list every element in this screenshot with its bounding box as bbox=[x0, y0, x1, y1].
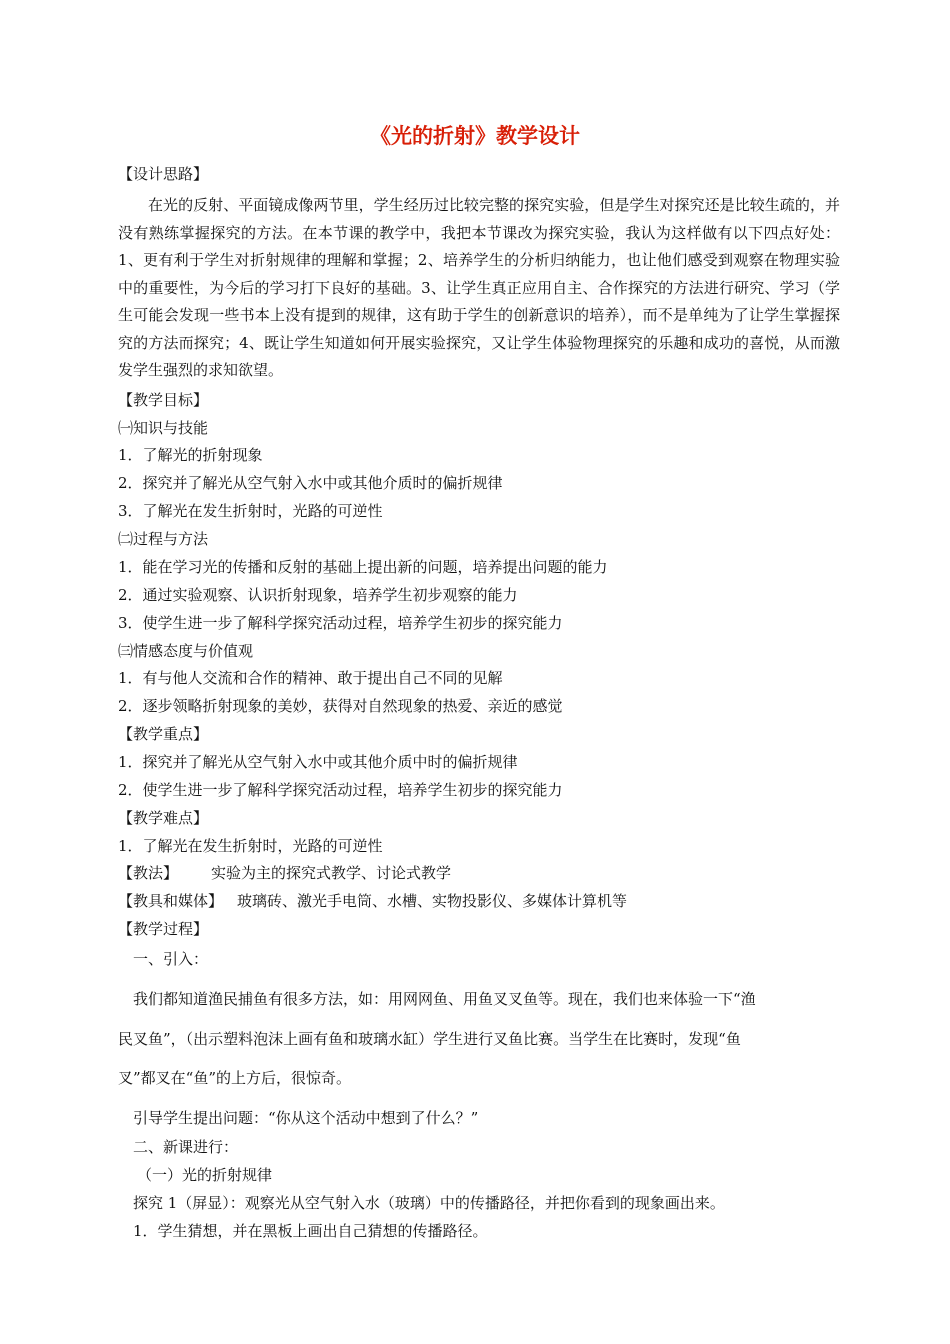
goal3-item: 1．有与他人交流和合作的精神、敢于提出自己不同的见解 bbox=[118, 669, 503, 687]
teaching-method-label: 【教法】 bbox=[118, 864, 179, 882]
refraction-law-heading: （一）光的折射规律 bbox=[137, 1166, 273, 1184]
new-lesson-heading: 二、新课进行： bbox=[133, 1138, 239, 1156]
teaching-tools-line bbox=[118, 891, 838, 911]
intro-line: 民叉鱼”，（出示塑料泡沫上画有鱼和玻璃水缸）学生进行叉鱼比赛。当学生在比赛时，发现“鱼 bbox=[118, 1030, 741, 1048]
intro-line: 叉”都叉在“鱼”的上方后，很惊奇。 bbox=[118, 1069, 352, 1087]
teaching-method-text: 实验为主的探究式教学、讨论式教学 bbox=[211, 864, 452, 882]
teaching-process-heading: 【教学过程】 bbox=[118, 920, 209, 938]
key-point-item: 1．探究并了解光从空气射入水中或其他介质中时的偏折规律 bbox=[118, 753, 518, 771]
key-point-item: 2．使学生进一步了解科学探究活动过程，培养学生初步的探究能力 bbox=[118, 781, 563, 799]
goal3-heading: ㈢情感态度与价值观 bbox=[118, 642, 254, 660]
design-heading: 【设计思路】 bbox=[118, 165, 209, 183]
key-points-heading: 【教学重点】 bbox=[118, 725, 209, 743]
step-1: 1．学生猜想，并在黑板上画出自己猜想的传播路径。 bbox=[133, 1222, 488, 1240]
goal1-item: 1．了解光的折射现象 bbox=[118, 446, 263, 464]
design-paragraph: 在光的反射、平面镜成像两节里，学生经历过比较完整的探究实验，但是学生对探究还是比较生疏的，并没有熟练掌握探究的方法。在本节课的教学中，我把本节课改为探究实验，我认为这样做有以下四点好处：1、更有利于学生对折射规律的理解和掌握；2、培养学生的分析归纳能力，也让他们感受到观察在物理实验中的重要性，为今后的学习打下良好的基础。3、让学生真正应用自主、合作探究的方法进行研究、学习（学生可能会发现一些书本上没有提到的规律，这有助于学生的创新意识的培养），而不是单纯为了让学生掌握探究的方法而探究；4、既让学生知道如何开展实验探究，又让学生体验物理探究的乐趣和成功的喜悦，从而激发学生强烈的求知欲望。 bbox=[118, 196, 840, 379]
goals-heading: 【教学目标】 bbox=[118, 391, 209, 409]
teaching-tools-label: 【教具和媒体】 bbox=[118, 892, 224, 910]
goal2-item: 1．能在学习光的传播和反射的基础上提出新的问题，培养提出问题的能力 bbox=[118, 558, 608, 576]
teaching-tools-text: 玻璃砖、激光手电筒、水槽、实物投影仪、多媒体计算机等 bbox=[237, 892, 628, 910]
difficult-points-heading: 【教学难点】 bbox=[118, 809, 209, 827]
goal2-item: 3．使学生进一步了解科学探究活动过程，培养学生初步的探究能力 bbox=[118, 614, 563, 632]
goal2-item: 2．通过实验观察、认识折射现象，培养学生初步观察的能力 bbox=[118, 586, 518, 604]
document-title: 《光的折射》教学设计 bbox=[370, 124, 580, 148]
goal2-heading: ㈡过程与方法 bbox=[118, 530, 209, 548]
intro-line: 我们都知道渔民捕鱼有很多方法，如：用网网鱼、用鱼叉叉鱼等。现在，我们也来体验一下“渔 bbox=[133, 990, 756, 1008]
goal1-item: 3．了解光在发生折射时，光路的可逆性 bbox=[118, 502, 383, 520]
goal3-item: 2．逐步领略折射现象的美妙，获得对自然现象的热爱、亲近的感觉 bbox=[118, 697, 563, 715]
difficult-point-item: 1．了解光在发生折射时，光路的可逆性 bbox=[118, 837, 383, 855]
intro-heading: 一、引入： bbox=[133, 950, 209, 968]
teaching-method-line bbox=[118, 863, 838, 883]
guide-question: 引导学生提出问题：“你从这个活动中想到了什么？” bbox=[133, 1109, 479, 1127]
explore-1: 探究 1（屏显）：观察光从空气射入水（玻璃）中的传播路径，并把你看到的现象画出来。 bbox=[133, 1194, 725, 1212]
goal1-heading: ㈠知识与技能 bbox=[118, 419, 209, 437]
goal1-item: 2．探究并了解光从空气射入水中或其他介质时的偏折规律 bbox=[118, 474, 503, 492]
